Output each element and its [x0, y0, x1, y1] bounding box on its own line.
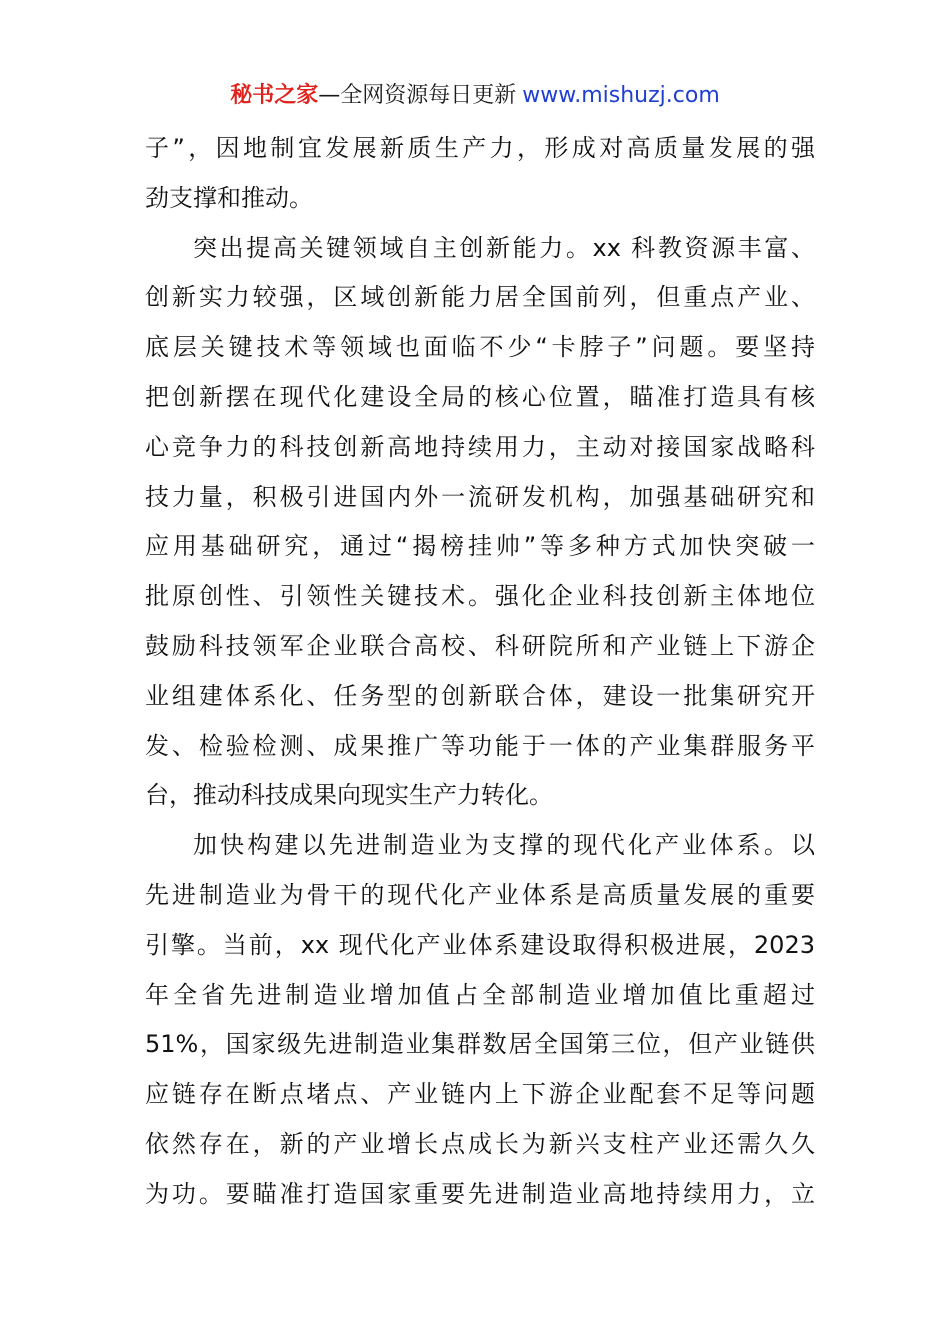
text-line: 引擎。当前，xx 现代化产业体系建设取得积极进展，2023	[145, 930, 815, 959]
text-line: 依然存在，新的产业增长点成长为新兴支柱产业还需久久	[145, 1129, 815, 1158]
paragraph-2	[145, 224, 815, 822]
text-line: 业组建体系化、任务型的创新联合体，建设一批集研究开	[145, 681, 815, 710]
text-line: 心竞争力的科技创新高地持续用力，主动对接国家战略科	[145, 432, 815, 461]
text-line: 子”，因地制宜发展新质生产力，形成对高质量发展的强	[145, 134, 815, 162]
text-line: 底层关键技术等领域也面临不少“卡脖子”问题。要坚持	[145, 333, 815, 362]
site-tagline: —全网资源每日更新	[318, 83, 517, 108]
text-line: 创新实力较强，区域创新能力居全国前列，但重点产业、	[145, 283, 815, 312]
page-header	[0, 80, 950, 112]
paragraph-1	[145, 124, 815, 224]
text-line: 为功。要瞄准打造国家重要先进制造业高地持续用力，立	[145, 1179, 815, 1208]
text-line: 技力量，积极引进国内外一流研发机构，加强基础研究和	[145, 482, 815, 511]
text-line: 加快构建以先进制造业为支撑的现代化产业体系。以	[193, 831, 815, 860]
text-line: 批原创性、引领性关键技术。强化企业科技创新主体地位	[145, 582, 815, 611]
text-line: 应用基础研究，通过“揭榜挂帅”等多种方式加快突破一	[145, 532, 815, 561]
text-line: 把创新摆在现代化建设全局的核心位置，瞄准打造具有核	[145, 382, 815, 411]
text-line: 发、检验检测、成果推广等功能于一体的产业集群服务平	[145, 731, 815, 760]
document-body	[145, 124, 815, 1220]
text-line: 先进制造业为骨干的现代化产业体系是高质量发展的重要	[145, 880, 815, 909]
text-line: 劲支撑和推动。	[145, 183, 313, 212]
text-line: 应链存在断点堵点、产业链内上下游企业配套不足等问题	[145, 1080, 815, 1109]
text-line: 51%，国家级先进制造业集群数居全国第三位，但产业链供	[145, 1030, 815, 1059]
text-line: 鼓励科技领军企业联合高校、科研院所和产业链上下游企	[145, 631, 815, 660]
site-brand: 秘书之家	[230, 83, 319, 108]
text-line: 突出提高关键领域自主创新能力。xx 科教资源丰富、	[193, 233, 815, 262]
text-line: 年全省先进制造业增加值占全部制造业增加值比重超过	[145, 980, 815, 1009]
site-url-link[interactable]: www.mishuzj.com	[522, 83, 720, 108]
paragraph-3	[145, 821, 815, 1219]
text-line: 台，推动科技成果向现实生产力转化。	[145, 781, 553, 810]
